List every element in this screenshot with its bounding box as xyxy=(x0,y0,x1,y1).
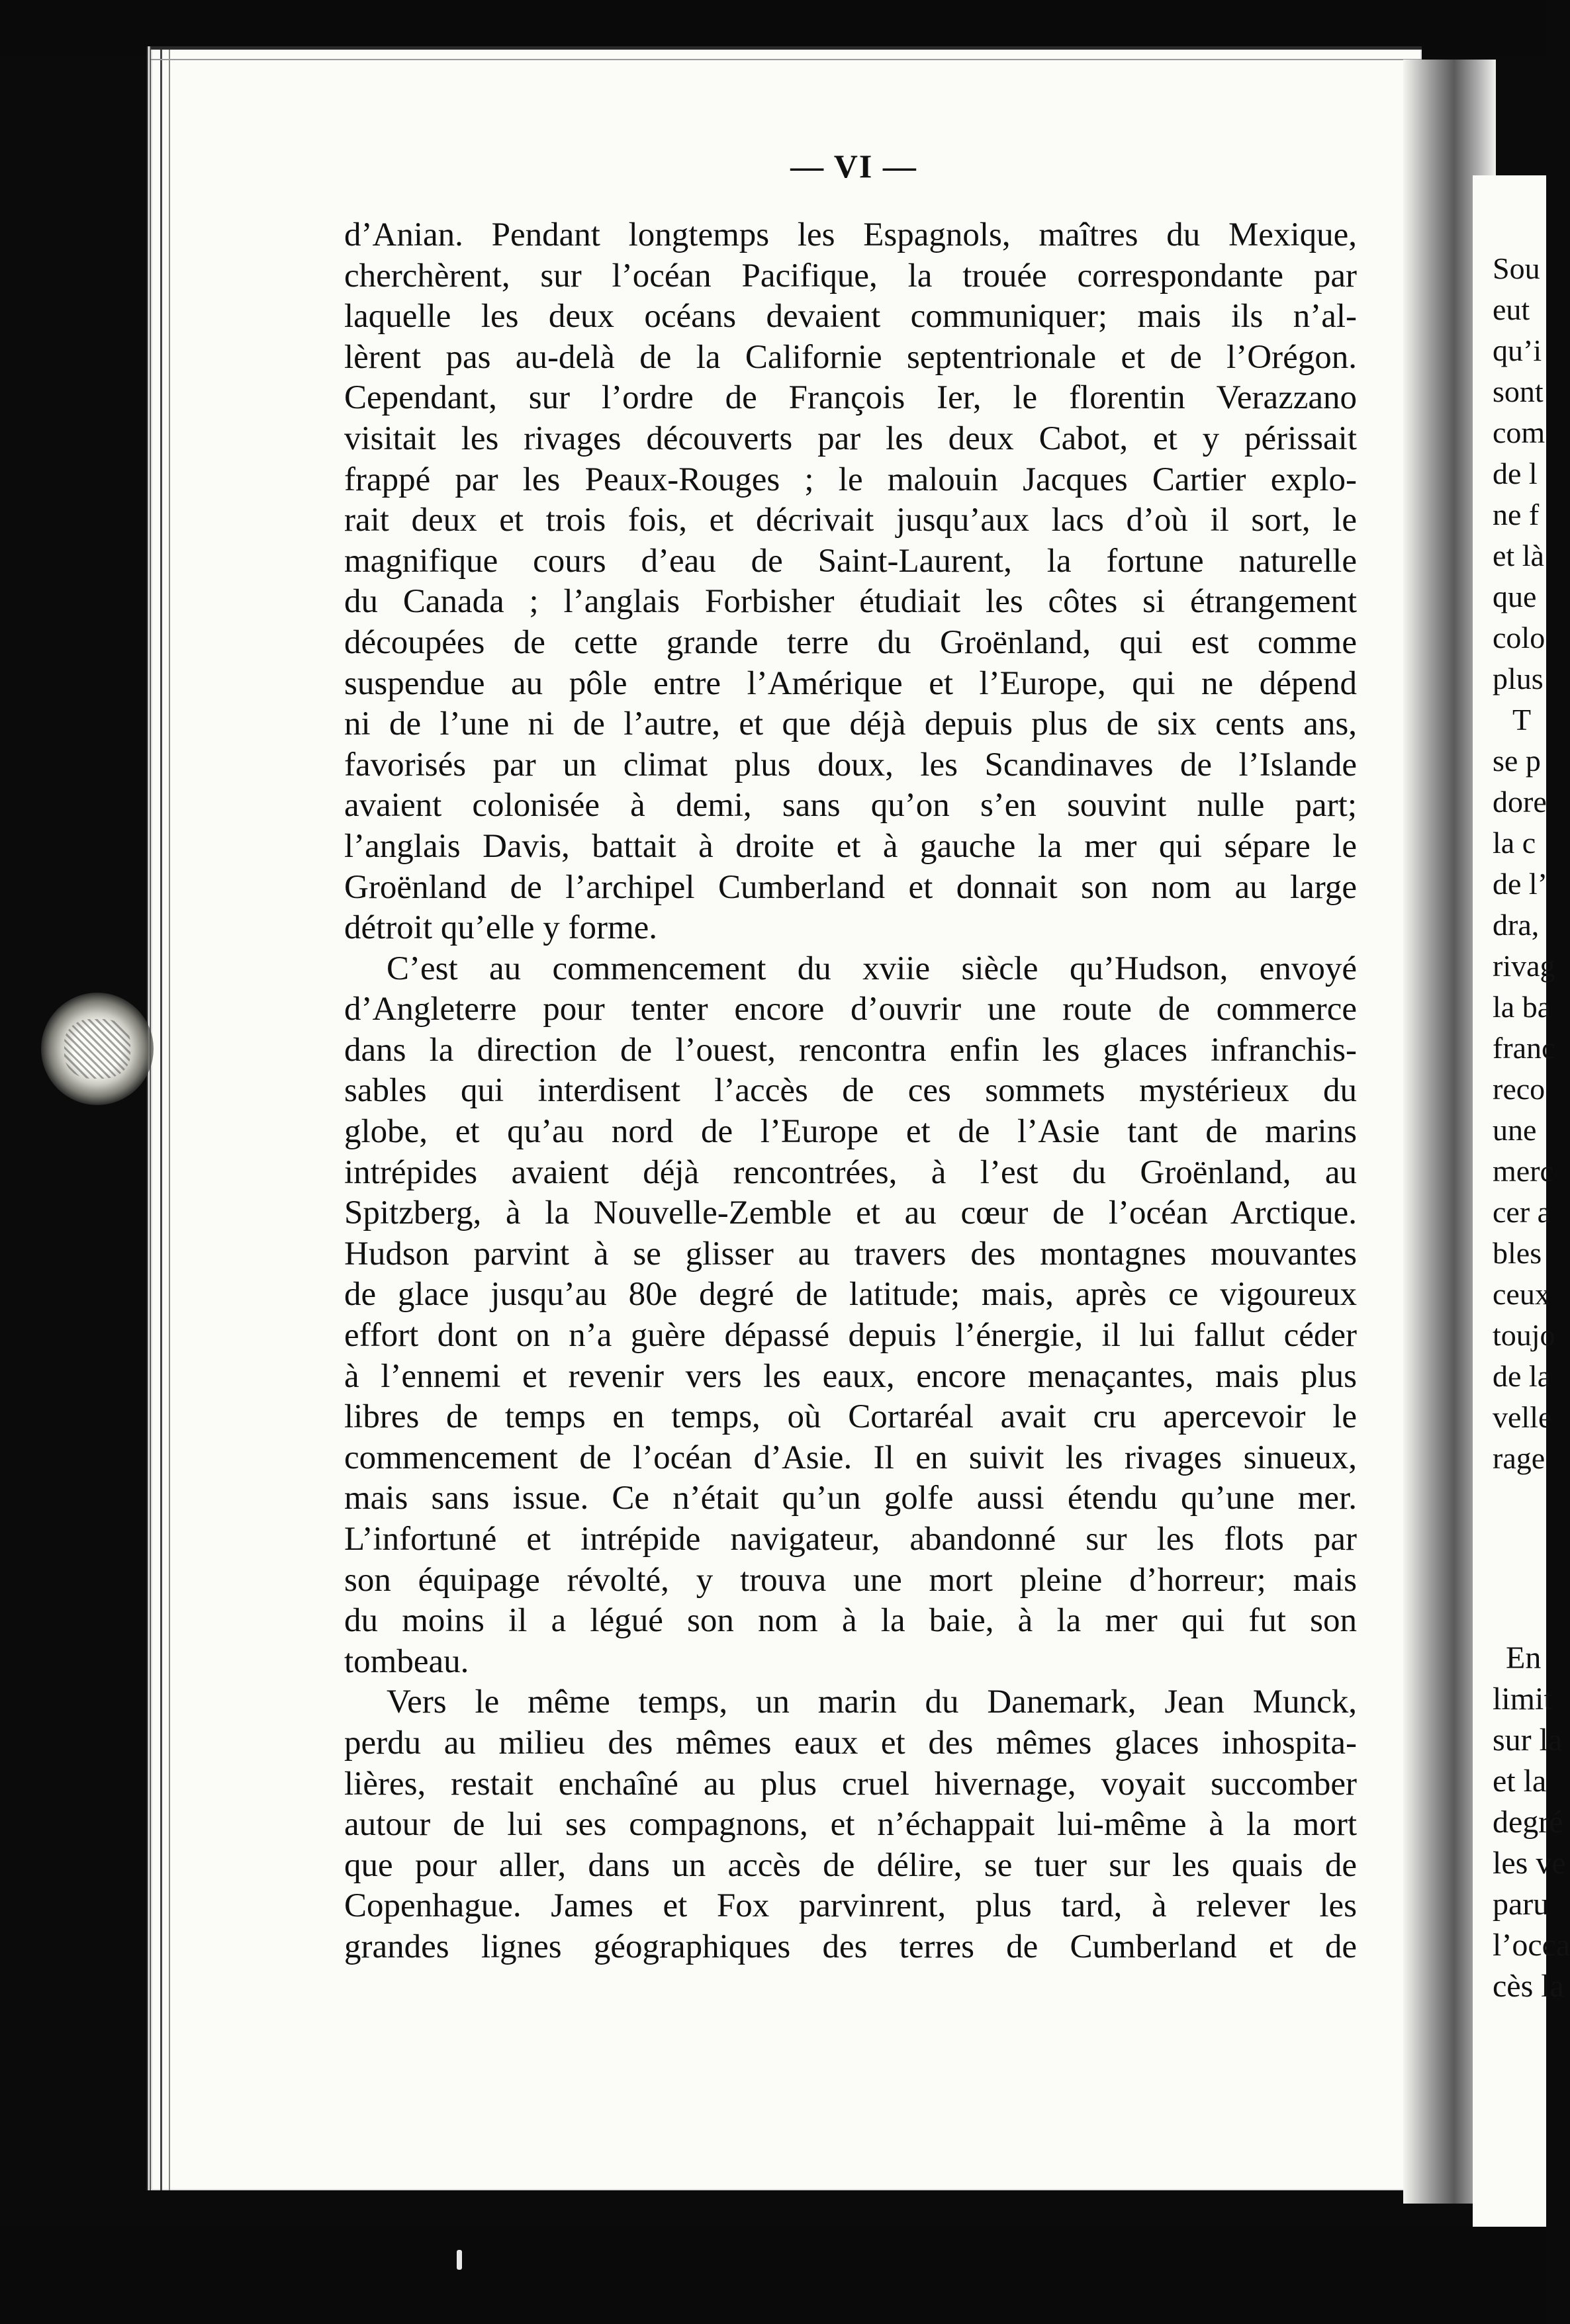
right-line: et la xyxy=(1493,1764,1547,1799)
right-line: dore xyxy=(1493,785,1547,819)
text-line: Vers le même temps, un marin du Danemark, Jean Munck, xyxy=(387,1683,1357,1721)
text-line: à l’ennemi et revenir vers les eaux, encore menaçantes, mais plus xyxy=(344,1357,1357,1395)
text-line: découpées de cette grande terre du Groënland, qui est comme xyxy=(344,623,1357,661)
right-line: toujo xyxy=(1493,1318,1555,1352)
right-line: rage xyxy=(1493,1441,1546,1475)
text-line: grandes lignes géographiques des terres de Cumberland et de xyxy=(344,1928,1357,1965)
text-line: lèrent pas au-delà de la Californie septentrionale et de l’Orégon. xyxy=(344,338,1357,376)
right-line: cer a xyxy=(1493,1195,1551,1229)
right-line: la ba xyxy=(1493,990,1551,1024)
right-line: de la xyxy=(1493,1359,1551,1393)
right-line: plus xyxy=(1493,662,1544,695)
text-line: son équipage révolté, y trouva une mort pleine d’horreur; mais xyxy=(344,1561,1357,1599)
right-line: bles xyxy=(1493,1236,1542,1270)
right-line: de l xyxy=(1493,457,1538,490)
text-line: sables qui interdisent l’accès de ces sommets mystérieux du xyxy=(344,1072,1357,1110)
text-line: Hudson parvint à se glisser au travers des montagnes mouvantes xyxy=(344,1235,1357,1273)
right-line: que xyxy=(1493,580,1537,613)
right-line: ceux xyxy=(1493,1277,1550,1311)
right-line: paru xyxy=(1493,1887,1549,1922)
text-line: frappé par les Peaux-Rouges ; le malouin Jacques Cartier explo- xyxy=(344,461,1357,498)
right-line: franc xyxy=(1493,1031,1555,1065)
text-line: d’Angleterre pour tenter encore d’ouvrir une route de commerce xyxy=(344,991,1357,1028)
right-page-text-bottom xyxy=(1493,1638,1570,2007)
right-line: ne f xyxy=(1493,498,1540,531)
text-line: dans la direction de l’ouest, rencontra enfin les glaces infranchis- xyxy=(344,1031,1357,1069)
main-text-body xyxy=(344,215,1357,1968)
right-line: et là xyxy=(1493,539,1544,572)
text-line: tombeau. xyxy=(344,1642,469,1680)
right-line: merc xyxy=(1493,1154,1553,1188)
right-line: une xyxy=(1493,1113,1537,1147)
right-line: En xyxy=(1506,1640,1542,1676)
right-line: Sou xyxy=(1493,251,1540,285)
text-line: suspendue au pôle entre l’Amérique et l’Europe, qui ne dépend xyxy=(344,664,1357,702)
text-line: libres de temps en temps, où Cortaréal avait cru apercevoir le xyxy=(344,1398,1357,1436)
text-line: ni de l’une ni de l’autre, et que déjà depuis plus de six cents ans, xyxy=(344,705,1357,743)
text-line: du Canada ; l’anglais Forbisher étudiait les côtes si étrangement xyxy=(344,583,1357,621)
text-line: autour de lui ses compagnons, et n’échappait lui-même à la mort xyxy=(344,1806,1357,1844)
text-line: Cependant, sur l’ordre de François Ier, le florentin Verazzano xyxy=(344,379,1357,417)
ink-stain xyxy=(41,993,154,1105)
page-edge xyxy=(151,46,1422,60)
text-line: Copenhague. James et Fox parvinrent, plus tard, à relever les xyxy=(344,1887,1357,1925)
text-line: magnifique cours d’eau de Saint-Laurent, la fortune naturelle xyxy=(344,542,1357,580)
page-number-header: — VI — xyxy=(790,148,917,185)
text-line: laquelle les deux océans devaient communiquer; mais ils n’al- xyxy=(344,298,1357,335)
right-line: l’occa xyxy=(1493,1928,1570,1963)
text-line: Groënland de l’archipel Cumberland et donnait son nom au large xyxy=(344,868,1357,906)
right-line: qu’i xyxy=(1493,334,1542,367)
text-line: de glace jusqu’au 80e degré de latitude; mais, après ce vigoureux xyxy=(344,1276,1357,1314)
right-page-text-top xyxy=(1493,248,1555,1479)
text-line: mais sans issue. Ce n’était qu’un golfe aussi étendu qu’une mer. xyxy=(344,1480,1357,1517)
scan-background-bottom xyxy=(0,2227,1546,2324)
right-line: velle xyxy=(1493,1400,1552,1434)
right-line: dra, xyxy=(1493,908,1540,942)
text-line: effort dont on n’a guère dépassé depuis l’énergie, il lui fallut céder xyxy=(344,1317,1357,1355)
text-line: C’est au commencement du xviie siècle qu’Hudson, envoyé xyxy=(387,950,1357,987)
text-line: l’anglais Davis, battait à droite et à gauche la mer qui sépare le xyxy=(344,827,1357,865)
text-line: du moins il a légué son nom à la baie, à la mer qui fut son xyxy=(344,1602,1357,1640)
text-line: L’infortuné et intrépide navigateur, abandonné sur les flots par xyxy=(344,1521,1357,1558)
right-line: les ve xyxy=(1493,1846,1566,1881)
text-line: intrépides avaient déjà rencontrées, à l’est du Groënland, au xyxy=(344,1153,1357,1191)
text-line: rait deux et trois fois, et décrivait jusqu’aux lacs d’où il sort, le xyxy=(344,502,1357,539)
text-line: globe, et qu’au nord de l’Europe et de l’Asie tant de marins xyxy=(344,1113,1357,1151)
right-line: eut xyxy=(1493,292,1530,326)
right-line: sont xyxy=(1493,375,1544,408)
right-line: se p xyxy=(1493,744,1541,778)
text-line: que pour aller, dans un accès de délire, se tuer sur les quais de xyxy=(344,1846,1357,1884)
right-line: de l’ xyxy=(1493,867,1548,901)
right-line: sur la xyxy=(1493,1722,1563,1758)
text-line: visitait les rivages découverts par les deux Cabot, et y périssait xyxy=(344,420,1357,457)
text-line: d’Anian. Pendant longtemps les Espagnols, maîtres du Mexique, xyxy=(344,216,1357,253)
right-page xyxy=(1473,175,1570,2227)
right-line: limit xyxy=(1493,1681,1553,1717)
right-line: rivag xyxy=(1493,949,1555,983)
right-line: com xyxy=(1493,416,1546,449)
right-line: la c xyxy=(1493,826,1536,860)
text-line: lières, restait enchaîné au plus cruel hivernage, voyait succomber xyxy=(344,1765,1357,1803)
text-line: Spitzberg, à la Nouvelle-Zemble et au cœur de l’océan Arctique. xyxy=(344,1194,1357,1232)
right-line: T xyxy=(1512,703,1532,737)
scan-speck xyxy=(457,2250,462,2270)
right-line: colo xyxy=(1493,621,1546,654)
text-line: détroit qu’elle y forme. xyxy=(344,909,657,947)
text-line: avaient colonisée à demi, sans qu’on s’en souvint nulle part; xyxy=(344,787,1357,825)
text-line: perdu au milieu des mêmes eaux et des mêmes glaces inhospita- xyxy=(344,1724,1357,1762)
right-line: reco xyxy=(1493,1072,1546,1106)
text-line: cherchèrent, sur l’océan Pacifique, la trouée correspondante par xyxy=(344,257,1357,294)
right-line: cès la xyxy=(1493,1969,1564,2004)
text-line: commencement de l’océan d’Asie. Il en suivit les rivages sinueux, xyxy=(344,1439,1357,1476)
right-line: degré xyxy=(1493,1805,1563,1840)
text-line: favorisés par un climat plus doux, les Scandinaves de l’Islande xyxy=(344,746,1357,783)
